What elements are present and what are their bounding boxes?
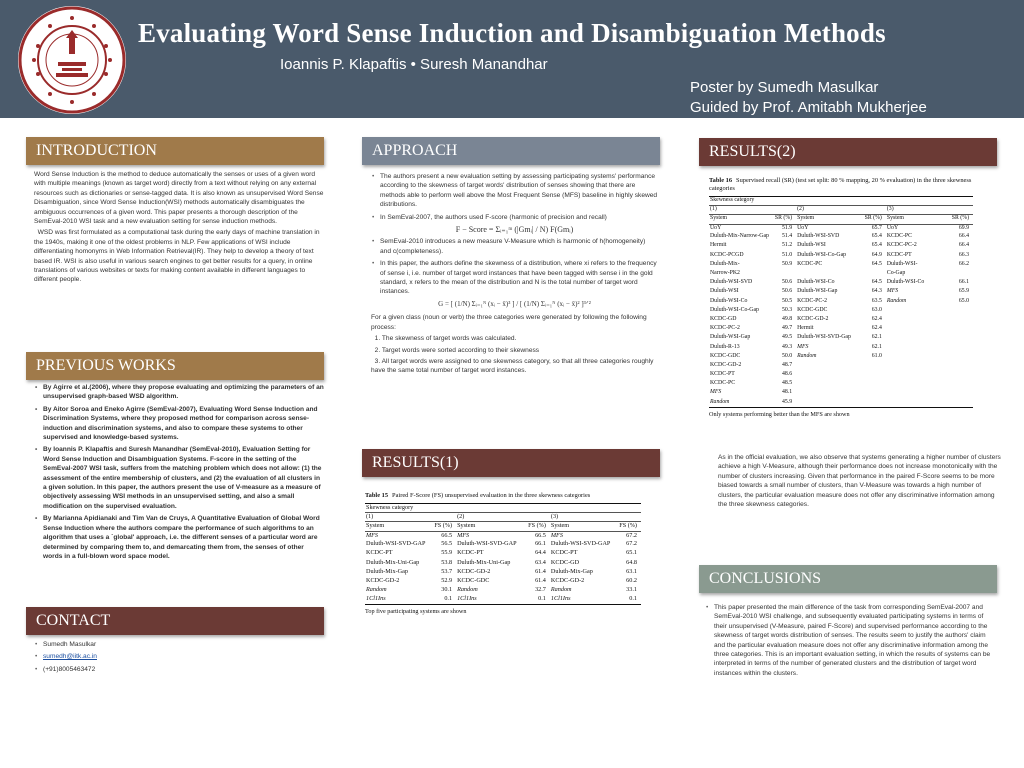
- results2-table-number: Table 16: [709, 177, 733, 184]
- introduction-heading: INTRODUCTION: [26, 137, 324, 165]
- system-cell: Duluth-WSI-Co-Gap: [797, 251, 847, 258]
- score-cell: 49.7: [781, 325, 793, 332]
- system-cell: MFS: [366, 531, 379, 539]
- score-cell: [949, 353, 973, 362]
- system-cell: Random: [550, 586, 572, 594]
- score-cell: 48.6: [781, 371, 793, 378]
- table-row: [709, 316, 973, 325]
- system-cell: KCDC-GD-2: [366, 577, 400, 584]
- system-cell: KCDC-PT: [710, 371, 735, 378]
- system-cell: KCDC-GD-2: [457, 567, 491, 575]
- system-cell: [886, 389, 949, 398]
- system-cell: [886, 353, 949, 362]
- system-cell: KCDC-GD-2: [550, 577, 585, 584]
- group-label: (1): [365, 513, 456, 522]
- previous-work-item: • By Aitor Soroa and Eneko Agirre (SemEval-2007), Evaluating Word Sense Induction and Discrimination Systems, where they proposed method for comparison across sense-induction and discrimination systems, and also to compare these systems to other supervised and knowledge-based systems.: [34, 405, 324, 443]
- score-cell: 50.6: [781, 279, 793, 286]
- system-cell: [796, 362, 862, 371]
- table-row: [365, 577, 641, 586]
- score-cell: 50.6: [781, 288, 793, 295]
- system-cell: KCDC-GD-2: [797, 315, 829, 322]
- approach-bullet: • The authors present a new evaluation setting by assessing participating systems' performance according to the skewness of target words' distribution of senses showing that there are methods able to perform well above the Most Frequent Sense (MFS) baseline in highly skewed distributions.: [371, 172, 658, 210]
- score-cell: 33.1: [626, 586, 637, 594]
- results2-heading: RESULTS(2): [699, 138, 997, 166]
- system-cell: KCDC-PT: [886, 251, 912, 258]
- system-cell: MFS: [710, 389, 722, 396]
- table-row: [709, 389, 973, 398]
- previous-work-item: • By Marianna Apidianaki and Tim Van de Cruys, A Quantitative Evaluation of Global Word Sense Induction where the authors compare the performance of such algorithms to an algorithm that uses a `global' approach, i.e. the different senses of a particular word are determined by comparing them to, and demarcating them from, the senses of other words in a full-blown word space model.: [34, 514, 324, 561]
- score-cell: 61.4: [535, 577, 546, 584]
- table-row: [709, 325, 973, 334]
- score-cell: 63.1: [626, 567, 637, 575]
- system-cell: Random: [886, 297, 907, 304]
- system-cell: Duluth-WSI-SVD-GAP: [550, 540, 611, 548]
- previous-works-body: [34, 383, 324, 564]
- system-cell: [886, 344, 949, 353]
- system-cell: Duluth-Mix-Narrow-Gap: [710, 233, 769, 240]
- results2-footer: Only systems performing better than the MFS are shown: [709, 411, 850, 419]
- table-row: [709, 224, 973, 233]
- system-cell: KCDC-PC-2: [886, 242, 917, 249]
- table-row: [709, 242, 973, 251]
- system-cell: KCDC-GDC: [797, 306, 828, 313]
- system-cell: Duluth-WSI-SVD-GAP: [366, 540, 426, 548]
- system-cell: Hermit: [797, 325, 814, 332]
- sr-table: [709, 196, 973, 408]
- fscore-formula: F − Score = Σᵢ₌₁ᵐ (|Gmᵢ| / N) F(Gmᵢ): [455, 225, 574, 235]
- score-cell: 65.9: [958, 288, 969, 295]
- conclusions-body: [705, 603, 998, 681]
- iitk-logo: [18, 6, 126, 114]
- table-row: [709, 362, 973, 371]
- system-cell: KCDC-PT: [457, 549, 484, 557]
- score-cell: 66.2: [958, 260, 969, 267]
- score-cell: 61.4: [535, 567, 546, 575]
- system-cell: KCDC-PC: [886, 233, 912, 240]
- group-label: (2): [456, 513, 550, 522]
- score-cell: 0.1: [431, 595, 456, 604]
- contact-email-link[interactable]: sumedh@iitk.ac.in: [43, 653, 97, 661]
- system-cell: Duluth-WSI-SVD-GAP: [457, 540, 517, 548]
- table-row: [365, 586, 641, 595]
- score-cell: 62.1: [871, 334, 882, 341]
- system-cell: [796, 380, 862, 389]
- col-header: System: [456, 522, 525, 531]
- col-header: System: [550, 522, 616, 531]
- table-row: [709, 261, 973, 270]
- introduction-paragraph: WSD was first formulated as a computational task during the early days of machine translation in the 1940s, making it one of the oldest problems in NLP. Few applications of WSI include differentiating homonyms in Web Information Retrieval(IR). They help to develop a theory of text based IR. WSI is also useful in various search engines to get better results for a query, in online translations of various websites or texts for making content available in different languages to different people.: [34, 229, 322, 284]
- score-cell: [949, 334, 973, 343]
- col-header: FS (%): [616, 522, 641, 531]
- system-cell: Duluth-WSI-SVD: [710, 279, 753, 286]
- col-header: System: [796, 215, 862, 224]
- contact-phone: • (+91)8005463472: [34, 665, 324, 674]
- system-cell: UoY: [886, 224, 899, 231]
- score-cell: [862, 362, 886, 371]
- system-cell: Hermit: [710, 242, 727, 249]
- approach-heading: APPROACH: [362, 137, 660, 165]
- score-cell: 66.3: [958, 251, 969, 258]
- system-cell: Duluth-Mix-Gap: [366, 567, 408, 575]
- system-cell: Random: [797, 352, 817, 359]
- system-cell: KCDC-PC: [797, 260, 823, 267]
- system-cell: KCDC-PC-2: [797, 297, 828, 304]
- score-cell: 62.4: [871, 315, 882, 322]
- approach-bullet: • In SemEval-2007, the authors used F-score (harmonic of precision and recall): [371, 213, 658, 222]
- approach-step: 1. The skewness of target words was calculated.: [371, 335, 517, 343]
- system-cell: [796, 270, 862, 279]
- fscore-table: [365, 503, 641, 605]
- table-row: [709, 371, 973, 380]
- score-cell: 0.1: [525, 595, 550, 604]
- table-row: [709, 288, 973, 297]
- system-cell: [886, 380, 949, 389]
- system-cell: KCDC-PT: [366, 549, 393, 557]
- score-cell: [949, 325, 973, 334]
- system-cell: Random: [709, 399, 772, 408]
- group-label: (1): [709, 206, 796, 215]
- conclusions-item: • This paper presented the main difference of the task from corresponding SemEval-2007 and SemEval-2010 WSI challenge, and subsequently evaluated participating systems in terms of their unsupervised (V-Measure, paired F-Score) and supervised performance according to the skewness of target words distribution of senses. The results seem to justify the authors' claim and the particular evaluation measure does not offer any discriminative information among the three categories. This is an important evaluation setting, in which the results of systems can be interpreted in terms of the number of generated clusters and the distribution of target word instances within the clusters.: [705, 603, 998, 678]
- system-cell: KCDC-GDC: [710, 352, 741, 359]
- approach-bullet: • SemEval-2010 introduces a new measure V-Measure which is harmonic of h(homogeneity) and c(completeness).: [371, 237, 658, 256]
- system-cell: MFS: [797, 343, 809, 350]
- system-cell: KCDC-GD: [550, 558, 580, 566]
- system-cell: [886, 316, 949, 325]
- system-cell: [886, 307, 949, 316]
- contact-heading: CONTACT: [26, 607, 324, 635]
- system-cell: KCDC-PCGD: [710, 251, 744, 258]
- score-cell: 66.4: [958, 233, 969, 240]
- score-cell: [772, 270, 796, 279]
- table-row: [709, 270, 973, 279]
- group-label: (3): [550, 513, 641, 522]
- score-cell: 67.2: [626, 540, 637, 548]
- approach-body: [371, 172, 658, 378]
- score-cell: 61.0: [871, 352, 882, 359]
- approach-bullet: • In this paper, the authors define the skewness of a distribution, where xi refers to the frequency of sense i, i.e. number of target word instances that have been tagged with sense i in the gold standard, x refers to the mean of the distribution and N is the total number of target word instances.: [371, 259, 658, 297]
- score-cell: [949, 270, 973, 279]
- group-label: (2): [796, 206, 886, 215]
- table-row: [365, 568, 641, 577]
- score-cell: 53.8: [441, 558, 453, 566]
- system-cell: Duluth-Mix-Uni-Gap: [457, 558, 511, 566]
- score-cell: 66.1: [958, 279, 969, 286]
- skew-header: Skewness category: [365, 504, 641, 513]
- score-cell: 62.4: [871, 325, 882, 332]
- system-cell: MFS: [457, 531, 470, 539]
- contact-name: • Sumedh Masulkar: [34, 640, 324, 649]
- score-cell: 48.5: [781, 380, 793, 387]
- paper-authors: Ioannis P. Klapaftis • Suresh Manandhar: [280, 56, 548, 73]
- score-cell: 49.3: [781, 343, 793, 350]
- score-cell: 66.5: [441, 531, 453, 539]
- system-cell: 1Cl1Ins: [550, 595, 616, 604]
- results2-paragraph: As in the official evaluation, we also observe that systems generating a higher number of clusters achieve a high V-Measure, although their performance does not increase monotonically with the number of clusters increasing. Given that performance in the paired F-Score seems to be more biased towards a small number of clusters, than V-Measure was towards a high number of clusters, the particular evaluation measure does not offer any discriminative information among the three skewness categories.: [718, 454, 1001, 509]
- system-cell: Duluth-WSI-Co-Gap: [710, 306, 759, 313]
- system-cell: [886, 334, 949, 343]
- system-cell: [796, 389, 862, 398]
- table-row: [365, 595, 641, 604]
- table-row: [709, 344, 973, 353]
- poster-title: Evaluating Word Sense Induction and Disambiguation Methods: [138, 18, 886, 48]
- table-row: [709, 380, 973, 389]
- system-cell: UoY: [710, 224, 722, 231]
- score-cell: 55.9: [441, 549, 453, 557]
- approach-paragraph: For a given class (noun or verb) the three categories were generated by following the following process:: [371, 314, 647, 331]
- results2-table: [709, 177, 973, 418]
- table-row: [709, 233, 973, 242]
- score-cell: 65.4: [871, 233, 882, 240]
- score-cell: 50.9: [781, 260, 793, 267]
- score-cell: 0.1: [616, 595, 641, 604]
- conclusions-heading: CONCLUSIONS: [699, 565, 997, 593]
- col-header: SR (%): [862, 215, 886, 224]
- system-cell: KCDC-GDC: [457, 577, 490, 584]
- introduction-body: [34, 170, 324, 287]
- previous-work-item: • By Ioannis P. Klapaftis and Suresh Manandhar (SemEval-2010), Evaluation Setting for Word Sense Induction and Disambiguation Systems. F-score in the setting of the SemEval-2007 WSI task, suffers from the matching problem which does not allow: (1) the assessment of the entire membership of clusters, and (2) the evaluation of all clusters in a given solution. In this paper, the authors present the use of V-measure as a measure of objectively assessing WSI methods in an unsupervised setting, and also a small modification on the supervised evaluation.: [34, 445, 324, 511]
- score-cell: [949, 389, 973, 398]
- col-header: SR (%): [949, 215, 973, 224]
- table-row: [709, 252, 973, 261]
- system-cell: Random: [457, 586, 478, 594]
- score-cell: 65.4: [871, 242, 882, 249]
- score-cell: 65.0: [958, 297, 969, 304]
- group-label: (3): [886, 206, 973, 215]
- system-cell: Narrow-PK2: [710, 270, 740, 276]
- score-cell: 64.5: [871, 260, 882, 267]
- score-cell: 64.8: [626, 558, 637, 566]
- system-cell: [796, 371, 862, 380]
- skew-header: Skewness category: [709, 197, 973, 206]
- score-cell: [949, 316, 973, 325]
- score-cell: 30.1: [441, 586, 453, 594]
- system-cell: [886, 325, 949, 334]
- col-header: FS (%): [431, 522, 456, 531]
- poster-by: Poster by Sumedh Masulkar: [690, 79, 879, 96]
- score-cell: [862, 389, 886, 398]
- table-row: [365, 559, 641, 568]
- score-cell: 63.4: [535, 558, 546, 566]
- score-cell: 52.9: [441, 577, 453, 584]
- score-cell: 66.5: [535, 531, 546, 539]
- system-cell: Duluth-WSI-SVD: [797, 233, 840, 240]
- score-cell: [862, 270, 886, 279]
- results1-caption: Table 15 Paired F-Score (FS) unsupervised evaluation in the three skewness categories: [365, 492, 591, 499]
- sr-table-body: [709, 224, 973, 408]
- score-cell: 64.5: [871, 279, 882, 286]
- score-cell: 69.9: [958, 224, 969, 231]
- results1-footer: Top five participating systems are shown: [365, 608, 467, 616]
- score-cell: 45.9: [772, 399, 796, 408]
- table-row: [709, 353, 973, 362]
- score-cell: 65.1: [626, 549, 637, 557]
- score-cell: 48.1: [781, 389, 793, 396]
- score-cell: 66.4: [958, 242, 969, 249]
- skewness-formula: G = [ (1/N) Σᵢ₌₁ᴺ (xᵢ − x̄)³ ] / [ (1/N) Σᵢ₌₁ᴺ (xᵢ − x̄)² ]³ᐟ²: [438, 299, 591, 308]
- system-cell: Duluth-R-13: [710, 343, 740, 350]
- system-cell: MFS: [886, 288, 899, 295]
- score-cell: 65.7: [871, 224, 882, 231]
- score-cell: [949, 362, 973, 371]
- iitk-logo-seal: [18, 6, 126, 114]
- table-row: [365, 540, 641, 549]
- table-row: [709, 399, 973, 408]
- system-cell: Co-Gap: [886, 270, 906, 276]
- col-header: System: [886, 215, 949, 224]
- score-cell: 50.3: [781, 306, 793, 313]
- system-cell: KCDC-PC-2: [710, 325, 740, 332]
- col-header: FS (%): [525, 522, 550, 531]
- system-cell: Duluth-WSI-SVD-Gap: [797, 334, 851, 341]
- system-cell: Duluth-WSI-Co: [710, 297, 748, 304]
- system-cell: Random: [366, 586, 387, 594]
- previous-work-item: • By Agirre et al.(2006), where they propose evaluating and optimizing the parameters of an unsupervised graph-based WSD algorithm.: [34, 383, 324, 402]
- results1-table-number: Table 15: [365, 492, 389, 499]
- score-cell: 48.7: [781, 361, 793, 368]
- score-cell: 64.4: [535, 549, 546, 557]
- results2-caption: Table 16 Supervised recall (SR) (test set split: 80 % mapping, 20 % evaluation) in the three skewness categories: [709, 177, 972, 192]
- system-cell: KCDC-PC: [710, 380, 736, 387]
- score-cell: 51.9: [781, 224, 793, 231]
- system-cell: [796, 399, 862, 408]
- col-header: SR (%): [772, 215, 796, 224]
- table-row: [365, 531, 641, 540]
- score-cell: 53.7: [441, 567, 453, 575]
- score-cell: [949, 380, 973, 389]
- score-cell: 51.2: [781, 242, 793, 249]
- score-cell: 56.5: [441, 540, 453, 548]
- system-cell: MFS: [550, 531, 563, 539]
- score-cell: 63.0: [871, 306, 882, 313]
- poster-header: [0, 0, 1024, 118]
- score-cell: 51.0: [781, 251, 793, 258]
- score-cell: 66.1: [535, 540, 546, 548]
- score-cell: 50.5: [781, 297, 793, 304]
- fscore-table-body: [365, 531, 641, 605]
- score-cell: [949, 307, 973, 316]
- previous-works-heading: PREVIOUS WORKS: [26, 352, 324, 380]
- system-cell: Duluth-WSI: [710, 288, 739, 295]
- score-cell: [862, 399, 886, 408]
- score-cell: [862, 371, 886, 380]
- table-row: [365, 549, 641, 558]
- results1-heading: RESULTS(1): [362, 449, 660, 477]
- system-cell: KCDC-GD-2: [710, 361, 742, 368]
- system-cell: Duluth-WSI: [797, 242, 826, 249]
- system-cell: Duluth-WSI-Co: [886, 279, 925, 286]
- system-cell: [886, 371, 949, 380]
- score-cell: 67.2: [626, 531, 637, 539]
- system-cell: KCDC-GD: [710, 315, 737, 322]
- results1-table: [365, 492, 641, 615]
- approach-step: 3. All target words were assigned to one skewness category, so that all three categories roughly have the same total number of target word instances.: [371, 357, 656, 375]
- system-cell: KCDC-PT: [550, 549, 578, 557]
- results2-body: [718, 453, 1001, 511]
- table-row: [709, 298, 973, 307]
- score-cell: 60.2: [626, 577, 637, 584]
- system-cell: Duluth-WSI-Gap: [710, 334, 751, 341]
- score-cell: 51.4: [781, 233, 793, 240]
- score-cell: 49.8: [781, 315, 793, 322]
- col-header: System: [365, 522, 431, 531]
- score-cell: [949, 371, 973, 380]
- score-cell: 32.7: [535, 586, 546, 594]
- score-cell: 62.1: [871, 343, 882, 350]
- contact-body: [34, 640, 324, 677]
- score-cell: 64.3: [871, 288, 882, 295]
- introduction-paragraph: Word Sense Induction is the method to deduce automatically the senses or uses of a given word with multiple meanings (known as target word) directly from a text without relying on any external resources such as dictionaries or sense-tagged data. It is also known as unsupervised Word Sense Disambiguation, since Word Sense Induction(WSI) methods automatically disambiguates the ambiguous occurrences of a given word. This paper presents a thorough description of the SemEval-2010 WSI task and a new evaluation setting for sense induction methods.: [34, 171, 324, 226]
- score-cell: [949, 344, 973, 353]
- score-cell: [949, 399, 973, 408]
- table-row: [709, 279, 973, 288]
- table-row: [709, 334, 973, 343]
- system-cell: 1Cl1Ins: [365, 595, 431, 604]
- score-cell: [862, 380, 886, 389]
- score-cell: 50.0: [781, 352, 793, 359]
- col-header: System: [709, 215, 772, 224]
- system-cell: Duluth-WSI-: [886, 260, 918, 267]
- score-cell: 64.9: [871, 251, 882, 258]
- system-cell: Duluth-Mix-Uni-Gap: [366, 558, 420, 566]
- system-cell: 1Cl1Ins: [456, 595, 525, 604]
- system-cell: UoY: [797, 224, 809, 231]
- score-cell: 49.5: [781, 334, 793, 341]
- system-cell: Duluth-WSI-Gap: [797, 288, 838, 295]
- system-cell: [886, 399, 949, 408]
- guided-by: Guided by Prof. Amitabh Mukherjee: [690, 99, 927, 116]
- system-cell: Duluth-Mix-: [710, 260, 740, 267]
- system-cell: Duluth-WSI-Co: [797, 279, 835, 286]
- approach-step: 2. Target words were sorted according to their skewness: [371, 346, 540, 354]
- poster-credit: [690, 78, 927, 118]
- system-cell: Duluth-Mix-Gap: [550, 567, 593, 575]
- table-row: [709, 307, 973, 316]
- system-cell: [886, 362, 949, 371]
- score-cell: 63.5: [871, 297, 882, 304]
